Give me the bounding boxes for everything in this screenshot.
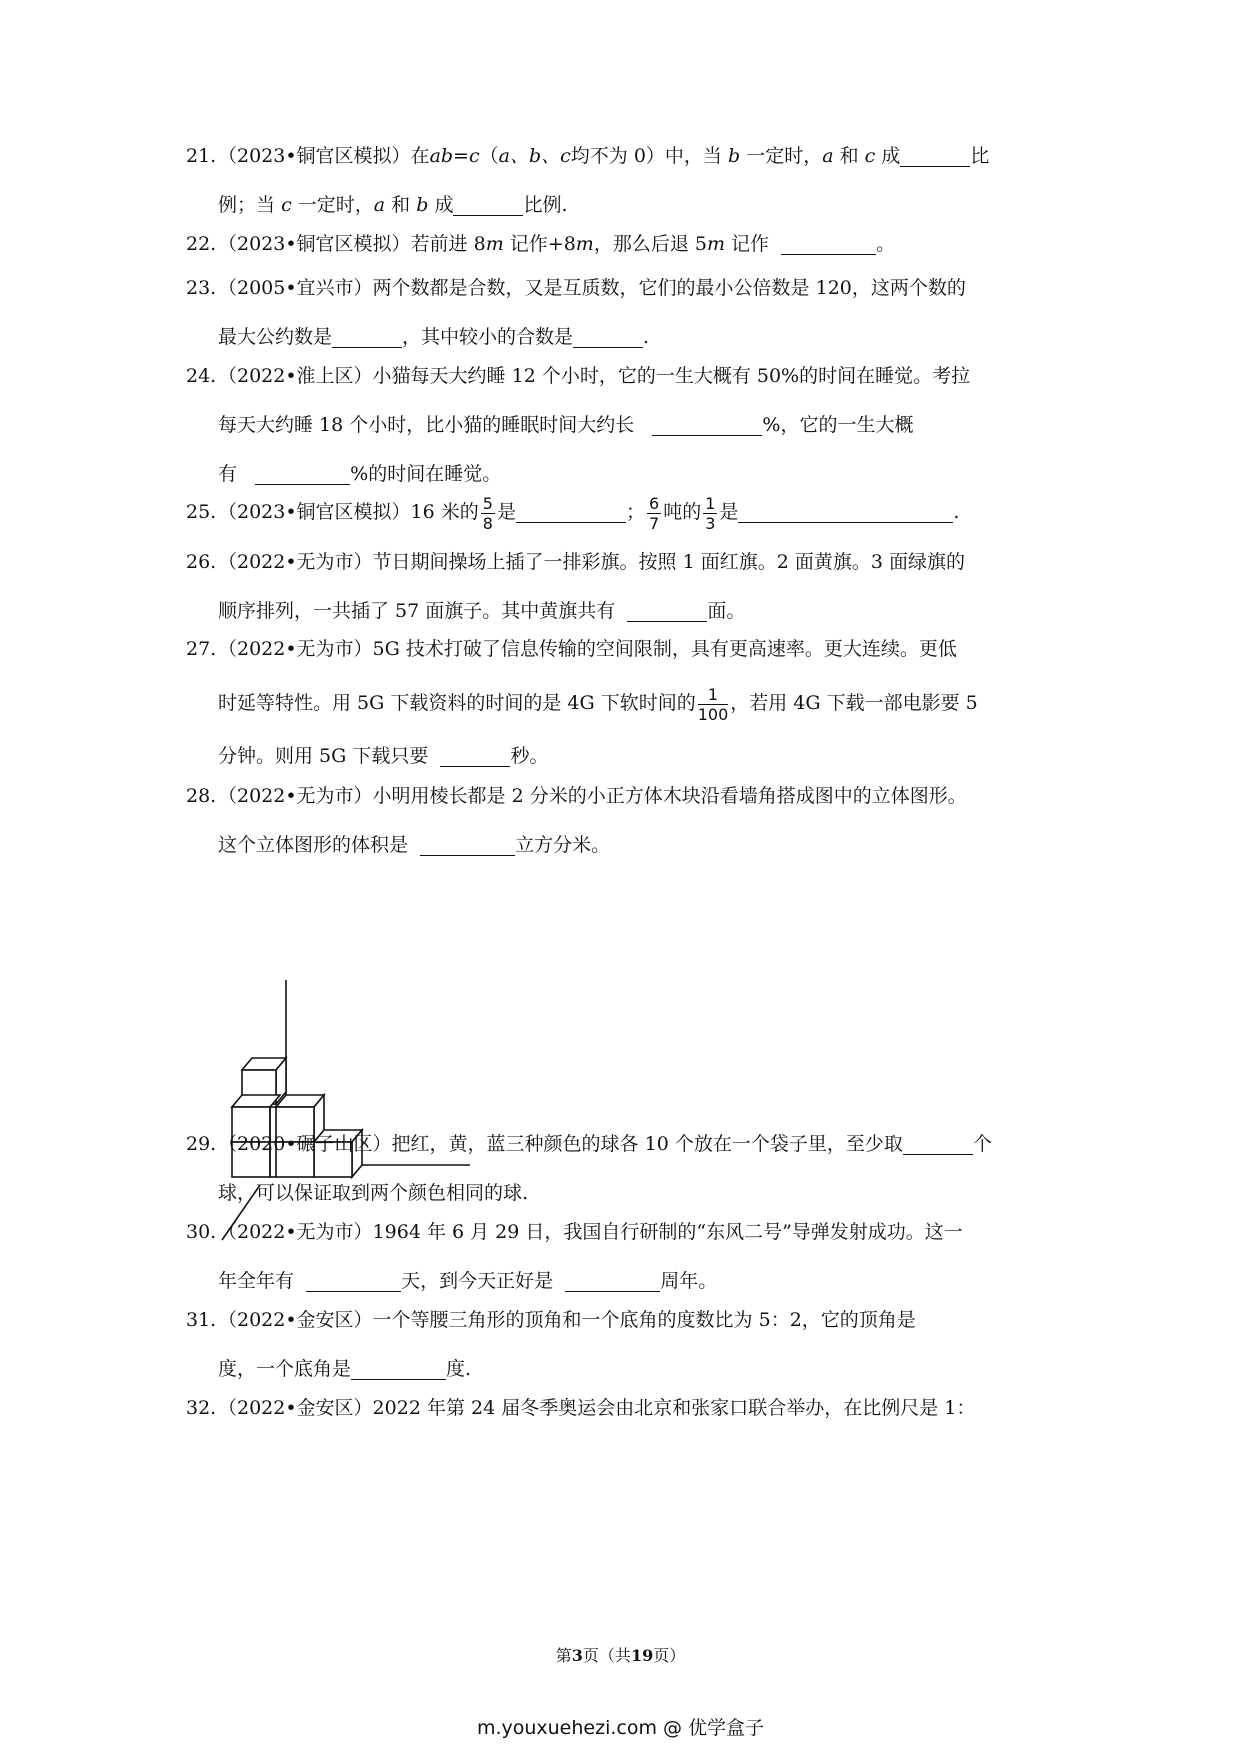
- watermark-text: m.youxuehezi.com @ 优学盒子: [476, 1717, 765, 1739]
- question-27: 27.（2022•无为市）5G 技术打破了信息传输的空间限制，具有更高速率。更大连续。更低 时延等特性。用 5G 下载资料的时间的是 4G 下软时间的 $\frac{1}{100}$ ，若用 4G 下载一部电影要 5 分钟。则用 5G 下载只要 秒。: [186, 638, 978, 767]
- answer-blank[interactable]: [781, 232, 876, 255]
- answer-blank[interactable]: [351, 1357, 446, 1380]
- answer-blank[interactable]: [440, 744, 510, 767]
- question-25: 25.（2023•铜官区模拟）16 米的 $\frac{5}{8}$ 是 ； $\frac{6}{7}$ 吨的 $\frac{1}{3}$ 是 .: [186, 493, 960, 533]
- answer-blank[interactable]: [738, 500, 953, 523]
- question-26: 26.（2022•无为市）节日期间操场上插了一排彩旗。按照 1 面红旗。2 面黄旗。3 面绿旗的 顺序排列，一共插了 57 面旗子。其中黄旗共有 面。: [186, 551, 965, 622]
- fraction: $\frac{1}{100}$: [697, 684, 729, 724]
- question-31: 31.（2022•金安区）一个等腰三角形的顶角和一个底角的度数比为 5：2，它的顶角是 度，一个底角是 度.: [186, 1309, 916, 1380]
- answer-blank[interactable]: [565, 1269, 660, 1292]
- question-22: 22.（2023•铜官区模拟）若前进 8m 记作+8m，那么后退 5m 记作 。: [186, 233, 896, 255]
- answer-blank[interactable]: [453, 193, 523, 216]
- question-32: 32.（2022•金安区）2022 年第 24 届冬季奥运会由北京和张家口联合举办，在比例尺是 1：: [186, 1397, 976, 1419]
- answer-blank[interactable]: [255, 462, 350, 485]
- question-28: 28.（2022•无为市）小明用棱长都是 2 分米的小正方体木块沿看墙角搭成图中的立体图形。 这个立体图形的体积是 立方分米。: [186, 785, 967, 856]
- question-24: 24.（2022•淮上区）小猫每天大约睡 12 个小时，它的一生大概有 50%的时间在睡觉。考拉 每天大约睡 18 个小时，比小猫的睡眠时间大约长 %，它的一生大概 有 %的时间在睡觉。: [186, 365, 971, 485]
- cube-face: [232, 1095, 280, 1107]
- answer-blank[interactable]: [573, 325, 643, 348]
- fraction: $\frac{1}{3}$: [705, 493, 716, 533]
- answer-blank[interactable]: [516, 500, 626, 523]
- fraction: $\frac{5}{8}$: [482, 493, 493, 533]
- question-29: 29.（2020•碾子山区）把红，黄，蓝三种颜色的球各 10 个放在一个袋子里，至少取 个 球，可以保证取到两个颜色相同的球.: [186, 1133, 992, 1204]
- answer-blank[interactable]: [420, 833, 515, 856]
- answer-blank[interactable]: [900, 144, 970, 167]
- fraction: $\frac{6}{7}$: [649, 493, 660, 533]
- page-footer: 第3页（共19页）: [555, 1646, 686, 1665]
- question-30: 30.（2022•无为市）1964 年 6 月 29 日，我国自行研制的“东风二号”导弹发射成功。这一 年全年有 天，到今天正好是 周年。: [186, 1221, 963, 1292]
- answer-blank[interactable]: [903, 1132, 973, 1155]
- answer-blank[interactable]: [652, 413, 762, 436]
- answer-blank[interactable]: [306, 1269, 401, 1292]
- answer-blank[interactable]: [332, 325, 402, 348]
- answer-blank[interactable]: [627, 599, 707, 622]
- question-21: 21.（2023•铜官区模拟）在ab=c（a、b、c均不为 0）中，当 b 一定时，a 和 c 成 比 例；当 c 一定时，a 和 b 成 比例.: [186, 145, 990, 216]
- question-23: 23.（2005•宜兴市）两个数都是合数，又是互质数，它们的最小公倍数是 120，这两个数的 最大公约数是 ，其中较小的合数是 .: [186, 277, 966, 348]
